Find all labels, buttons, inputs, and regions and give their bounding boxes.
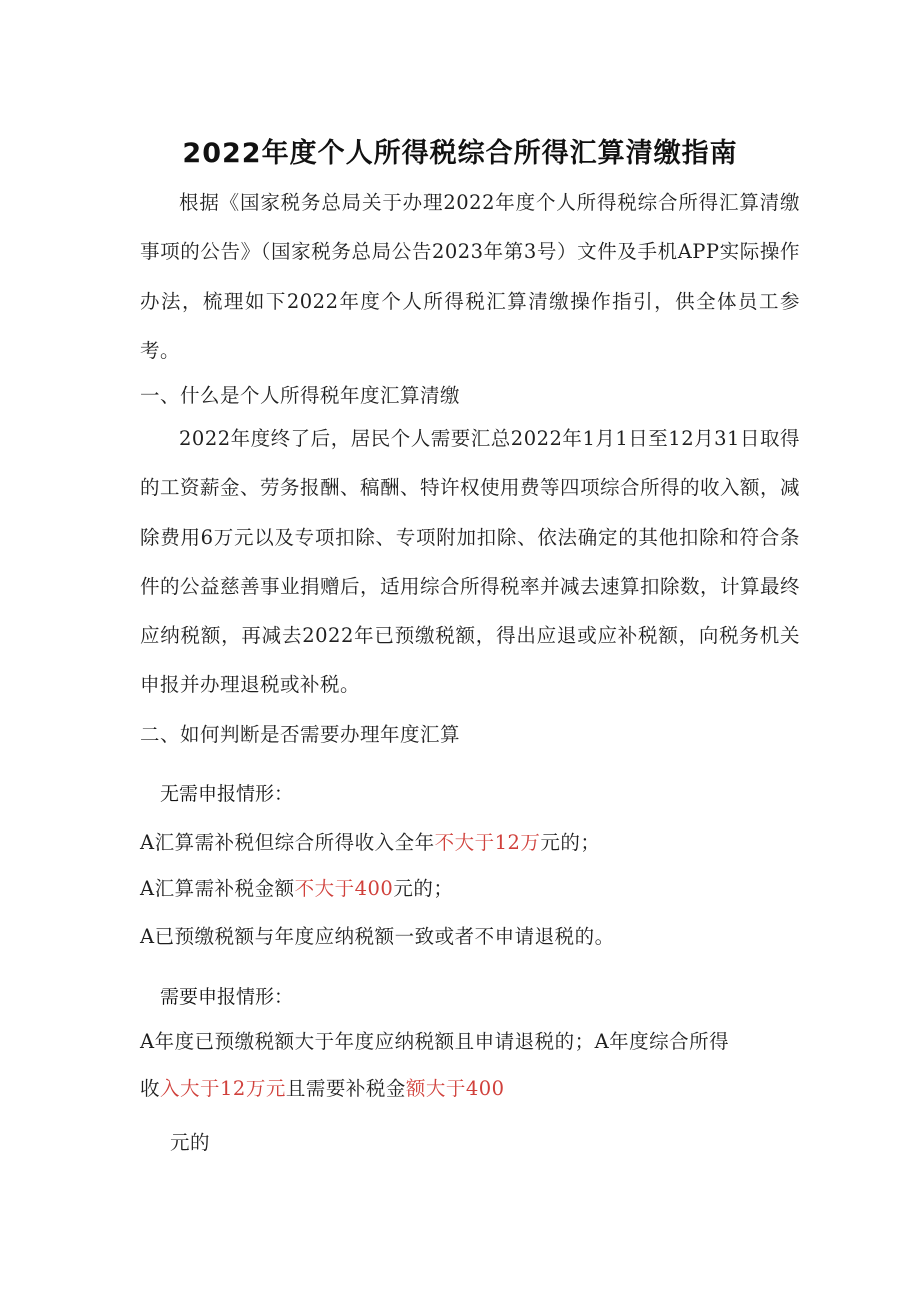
need-line-2 [140, 1073, 820, 1101]
no-need-item-1 [140, 827, 820, 855]
item-highlight: 不大于400 [294, 877, 394, 900]
no-need-item-3 [140, 921, 820, 949]
section1-heading: 一、什么是个人所得税年度汇算清缴 [140, 384, 461, 407]
line-text: 收 [140, 1077, 161, 1100]
need-line-3: 元的 [170, 1131, 211, 1154]
line-highlight: 入大于12万元 [160, 1077, 286, 1100]
item-text: A汇算需补税但综合所得收入全年 [140, 831, 435, 854]
item-text: A汇算需补税金额 [140, 877, 295, 900]
item-text: 元的； [393, 877, 454, 900]
need-title: 需要申报情形： [160, 986, 294, 1008]
line-highlight: 额大于400 [405, 1077, 505, 1100]
item-text: 元的； [540, 831, 601, 854]
no-need-item-2 [140, 873, 820, 901]
section1-body: 2022年度终了后，居民个人需要汇总2022年1月1日至12月31日取得的工资薪金、劳务报酬、稿酬、特许权使用费等四项综合所得的收入额，减除费用6万元以及专项扣除、专项附加扣除、依法确定的其他扣除和符合条件的公益慈善事业捐赠后，适用综合所得税率并减去速算扣除数，计算最终应纳税额，再减去2022年已预缴税额，得出应退或应补税额，向税务机关申报并办理退税或补税。 [140, 427, 801, 697]
need-line-1: A年度已预缴税额大于年度应纳税额且申请退税的；A年度综合所得 [140, 1030, 730, 1053]
document-title: 2022年度个人所得税综合所得汇算清缴指南 [182, 138, 738, 170]
section2-heading: 二、如何判断是否需要办理年度汇算 [140, 723, 461, 746]
intro-paragraph: 根据《国家税务总局关于办理2022年度个人所得税综合所得汇算清缴事项的公告》（国家税务总局公告2023年第3号）文件及手机APP实际操作办法，梳理如下2022年度个人所得税汇算清缴操作指引，供全体员工参考。 [140, 191, 800, 362]
line-text: 且需要补税金 [285, 1077, 406, 1100]
item-text: A已预缴税额与年度应纳税额一致或者不申请退税的。 [140, 925, 615, 948]
item-highlight: 不大于12万 [434, 831, 541, 854]
no-need-title: 无需申报情形： [160, 783, 294, 805]
